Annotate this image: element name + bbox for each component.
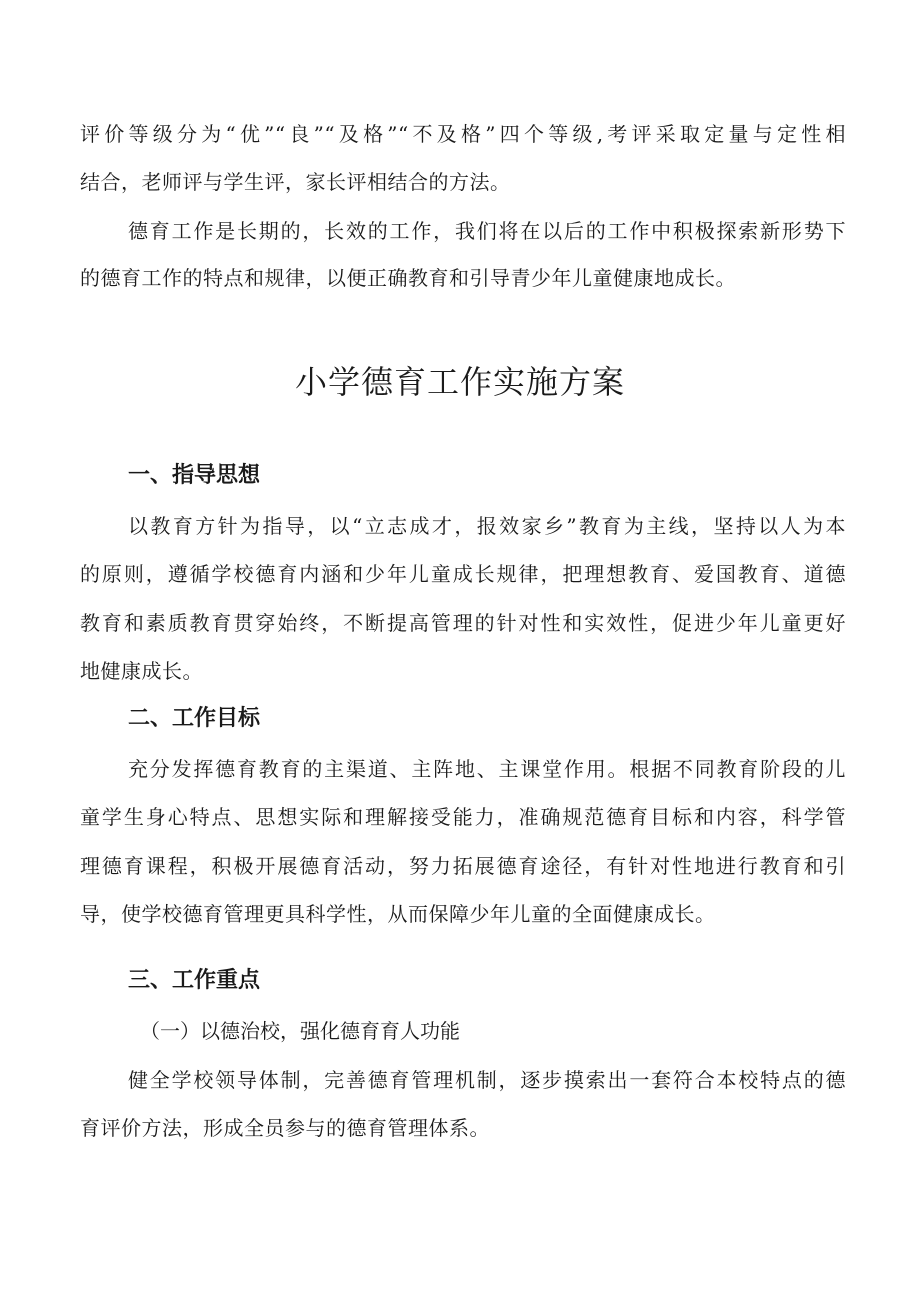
section2-line2: 童学生身心特点、思想实际和理解接受能力，准确规范德育目标和内容，科学管 — [80, 805, 846, 829]
page-title: 小学德育工作实施方案 — [294, 363, 625, 401]
intro-para1-line2: 结合，老师评与学生评，家长评相结合的方法。 — [80, 170, 511, 194]
intro-para2-line1: 德育工作是长期的，长效的工作，我们将在以后的工作中积极探索新形势下 — [128, 219, 846, 243]
section2-line3: 理德育课程，积极开展德育活动，努力拓展德育途径，有针对性地进行教育和引 — [80, 854, 846, 878]
section3-line2: 育评价方法，形成全员参与的德育管理体系。 — [80, 1116, 490, 1140]
section1-line1: 以教育方针为指导，以“立志成才，报效家乡”教育为主线，坚持以人为本 — [128, 514, 846, 538]
section2-heading: 二、工作目标 — [128, 706, 261, 731]
intro-para1-line1: 评价等级分为“优”“良”“及格”“不及格”四个等级,考评采取定量与定性相 — [80, 122, 846, 146]
section1-line4: 地健康成长。 — [80, 659, 203, 683]
section3-line1: 健全学校领导体制，完善德育管理机制，逐步摸索出一套符合本校特点的德 — [128, 1068, 846, 1092]
section2-line4: 导，使学校德育管理更具科学性，从而保障少年儿童的全面健康成长。 — [80, 902, 716, 926]
section3-subheading: （一）以德治校，强化德育育人功能 — [140, 1019, 460, 1043]
intro-para2-line2: 的德育工作的特点和规律，以便正确教育和引导青少年儿童健康地成长。 — [80, 266, 736, 290]
section3-heading: 三、工作重点 — [128, 968, 261, 993]
section1-line3: 教育和素质教育贯穿始终，不断提高管理的针对性和实效性，促进少年儿童更好 — [80, 611, 846, 635]
section2-line1: 充分发挥德育教育的主渠道、主阵地、主课堂作用。根据不同教育阶段的儿 — [128, 757, 846, 781]
section1-line2: 的原则，遵循学校德育内涵和少年儿童成长规律，把理想教育、爱国教育、道德 — [80, 562, 846, 586]
section1-heading: 一、指导思想 — [128, 463, 261, 488]
